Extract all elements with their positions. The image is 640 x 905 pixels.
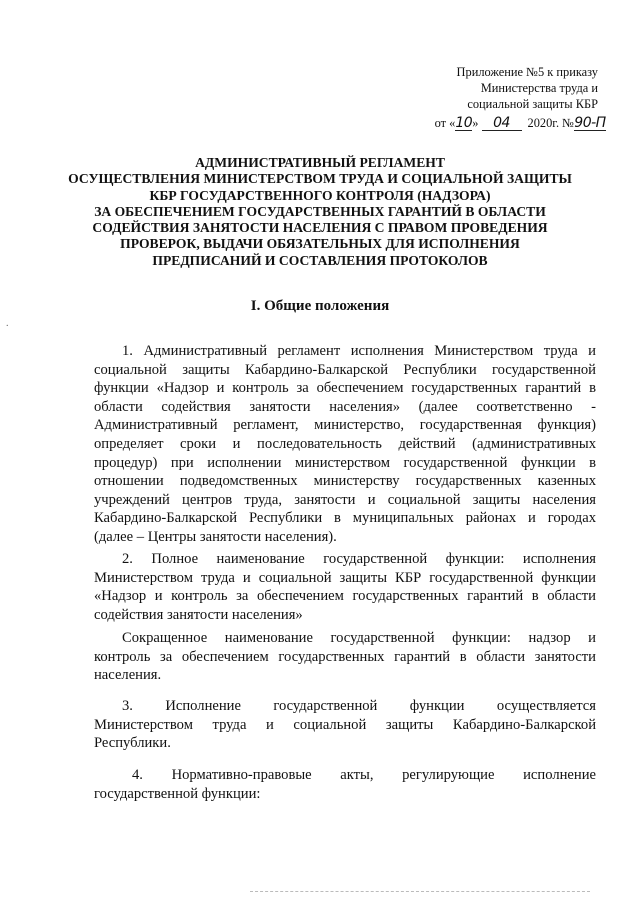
- paragraph-line: функции «Надзор и контроль за обеспечением государственных гарантий в: [94, 380, 596, 397]
- annex-block: [457, 64, 598, 112]
- order-number-handwritten: 90-П: [574, 115, 606, 131]
- paragraph-line: 2. Полное наименование государственной функции: исполнения: [122, 551, 596, 567]
- paragraph-line: Министерством труда и социальной защиты КБР государственной функции: [94, 569, 596, 586]
- paragraph-line: определяет сроки и последовательность действий (административных: [94, 435, 596, 452]
- paragraph-line: (далее – Центры занятости населения).: [94, 528, 337, 545]
- annex-line-3: социальной защиты КБР: [467, 97, 598, 111]
- document-title: [60, 155, 580, 269]
- paragraph-line: «Надзор и контроль за обеспечением государственных гарантий в области: [94, 588, 596, 605]
- title-line: ПРОВЕРОК, ВЫДАЧИ ОБЯЗАТЕЛЬНЫХ ДЛЯ ИСПОЛНЕНИЯ: [120, 236, 520, 252]
- paragraph-line: населения.: [94, 667, 162, 684]
- paragraph-5: [94, 766, 596, 803]
- paragraph-line: контроль за обеспечением государственных гарантий в области занятости: [94, 648, 596, 665]
- paragraph-line: учреждений центров труда, занятости и социальной защиты населения: [94, 491, 596, 508]
- order-prefix: от «: [434, 116, 456, 130]
- title-line: КБР ГОСУДАРСТВЕННОГО КОНТРОЛЯ (НАДЗОРА): [149, 187, 491, 203]
- order-day-close: »: [472, 116, 479, 130]
- section-heading: I. Общие положения: [250, 298, 390, 314]
- scan-artifact-line: [250, 891, 590, 895]
- order-month-handwritten: 04: [482, 117, 522, 131]
- paragraph-line: Министерством труда и социальной защиты Кабардино-Балкарской: [94, 716, 596, 733]
- paragraph-3: [94, 629, 596, 685]
- title-line: СОДЕЙСТВИЯ ЗАНЯТОСТИ НАСЕЛЕНИЯ С ПРАВОМ ПРОВЕДЕНИЯ: [92, 220, 548, 236]
- order-date-number: [435, 116, 606, 131]
- margin-mark: .: [6, 318, 9, 329]
- title-line: АДМИНИСТРАТИВНЫЙ РЕГЛАМЕНТ: [195, 155, 445, 170]
- title-line: ПРЕДПИСАНИЙ И СОСТАВЛЕНИЯ ПРОТОКОЛОВ: [152, 252, 488, 268]
- paragraph-1: [94, 342, 596, 547]
- paragraph-line: Республики.: [94, 735, 171, 752]
- paragraph-line: процедур) при исполнении министерством государственной функции в: [94, 454, 596, 471]
- paragraph-line: 4. Нормативно-правовые акты, регулирующие исполнение: [132, 767, 596, 783]
- paragraph-line: государственной функции:: [94, 785, 261, 802]
- order-year: 2020г. №: [527, 116, 574, 130]
- paragraph-line: Сокращенное наименование государственной функции: надзор и: [122, 630, 596, 646]
- order-day-handwritten: 10: [455, 115, 473, 131]
- annex-line-1: Приложение №5 к приказу: [456, 65, 598, 79]
- paragraph-2: [94, 550, 596, 624]
- paragraph-4: [94, 697, 596, 753]
- paragraph-line: отношении подведомственных министерству государственных казенных: [94, 473, 596, 490]
- annex-line-2: Министерства труда и: [480, 81, 598, 95]
- paragraph-line: содействия занятости населения»: [94, 606, 303, 623]
- paragraph-line: 3. Исполнение государственной функции осуществляется: [122, 698, 596, 714]
- paragraph-line: 1. Административный регламент исполнения Министерством труда и: [122, 343, 596, 359]
- paragraph-line: Административный регламент, министерство, государственная функция): [94, 417, 596, 434]
- paragraph-line: социальной защиты Кабардино-Балкарской Республики государственной: [94, 361, 596, 378]
- title-line: ЗА ОБЕСПЕЧЕНИЕМ ГОСУДАРСТВЕННЫХ ГАРАНТИЙ В ОБЛАСТИ: [94, 203, 546, 219]
- title-line: ОСУЩЕСТВЛЕНИЯ МИНИСТЕРСТВОМ ТРУДА И СОЦИАЛЬНОЙ ЗАЩИТЫ: [68, 171, 572, 187]
- paragraph-line: области содействия занятости населения» (далее соответственно -: [94, 398, 596, 415]
- paragraph-line: Кабардино-Балкарской Республики в муниципальных районах и городах: [94, 510, 596, 527]
